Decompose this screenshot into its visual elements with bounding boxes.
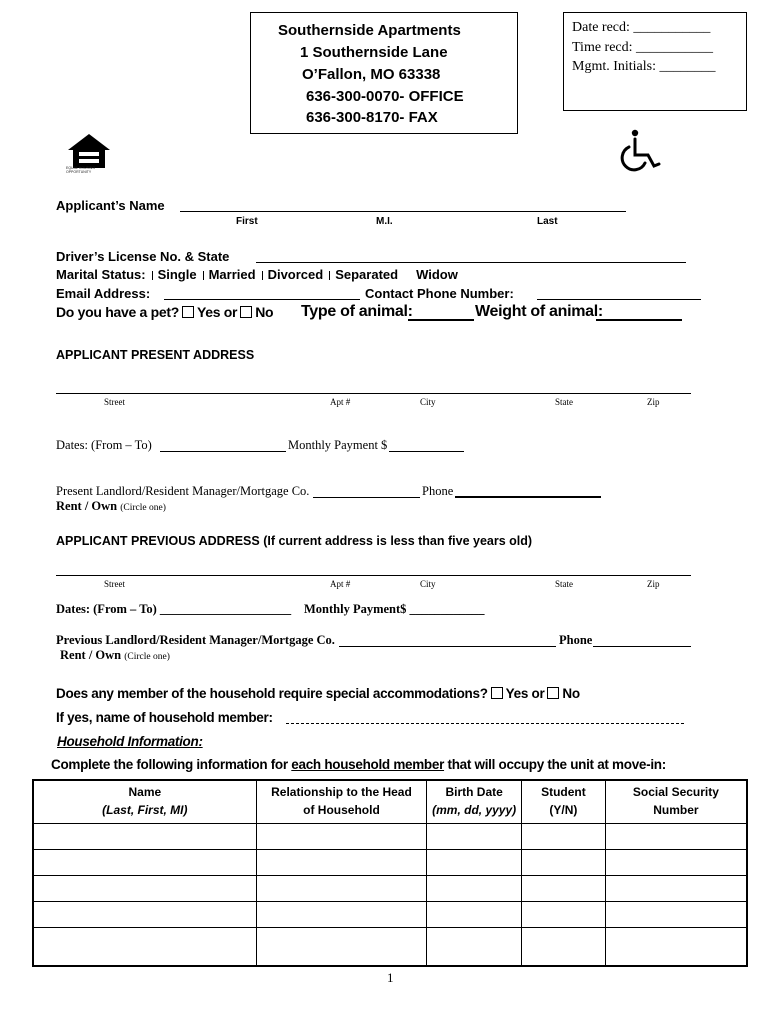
married-option-mark[interactable] [203, 271, 204, 280]
student-cell[interactable] [522, 875, 606, 901]
marital-status-row [56, 267, 458, 282]
accommodations-yes-label: Yes or [505, 686, 545, 701]
previous-apt-caption: Apt # [330, 579, 351, 589]
pet-no-label: No [255, 304, 274, 320]
previous-state-caption: State [555, 579, 573, 589]
wheelchair-icon [620, 128, 664, 172]
col-name-header: Name (Last, First, MI) [33, 780, 256, 824]
table-row [33, 927, 747, 966]
previous-address-title: APPLICANT PREVIOUS ADDRESS (If current address is less than five years old) [56, 534, 533, 548]
drivers-license-label: Driver’s License No. & State [56, 249, 230, 264]
previous-monthly-field[interactable]: Monthly Payment$ ____________ [304, 602, 485, 616]
present-street-caption: Street [104, 397, 125, 407]
relationship-cell[interactable] [256, 849, 427, 875]
previous-rent-own-label[interactable]: Rent / Own [60, 648, 122, 662]
present-rent-own[interactable] [56, 499, 166, 514]
col-birthdate-header: Birth Date (mm, dd, yyyy) [427, 780, 522, 824]
present-address-field[interactable] [56, 393, 691, 394]
middle-initial-caption: M.I. [376, 216, 393, 227]
previous-circle-hint: (Circle one) [124, 652, 170, 662]
table-row [33, 901, 747, 927]
relationship-cell[interactable] [256, 875, 427, 901]
accommodations-yes-checkbox[interactable] [491, 687, 503, 699]
household-instructions [51, 757, 666, 772]
present-rent-own-label[interactable]: Rent / Own [56, 499, 118, 513]
present-landlord-field[interactable] [313, 497, 420, 498]
equal-housing-caption: EQUAL HOUSING OPPORTUNITY [66, 166, 96, 174]
household-header-row [33, 780, 747, 824]
property-street: 1 Southernside Lane [300, 44, 448, 61]
present-landlord-label: Present Landlord/Resident Manager/Mortgage Co. [56, 484, 310, 498]
previous-street-caption: Street [104, 579, 125, 589]
table-row [33, 824, 747, 850]
present-dates-field[interactable] [160, 451, 286, 452]
divorced-option-mark[interactable] [262, 271, 263, 280]
accommodations-no-label: No [562, 686, 580, 701]
contact-phone-field[interactable] [537, 299, 701, 300]
name-cell[interactable] [33, 849, 256, 875]
applicant-name-label: Applicant’s Name [56, 198, 165, 213]
previous-landlord-field[interactable] [339, 646, 556, 647]
drivers-license-field[interactable] [256, 262, 686, 263]
married-option[interactable]: Married [208, 267, 256, 282]
household-member-field[interactable] [286, 723, 684, 724]
widow-option[interactable]: Widow [416, 267, 458, 282]
present-city-caption: City [420, 397, 436, 407]
name-cell[interactable] [33, 927, 256, 966]
household-table [32, 779, 748, 967]
present-monthly-field[interactable] [389, 451, 464, 452]
present-phone-field[interactable] [455, 496, 601, 498]
relationship-cell[interactable] [256, 927, 427, 966]
office-phone: 636-300-0070- OFFICE [306, 88, 464, 105]
email-field[interactable] [164, 299, 360, 300]
col-student-header: Student (Y/N) [522, 780, 606, 824]
applicant-name-field[interactable] [180, 211, 626, 212]
property-name: Southernside Apartments [278, 22, 461, 39]
pet-row [56, 304, 273, 320]
divorced-option[interactable]: Divorced [267, 267, 324, 282]
animal-weight-field[interactable] [596, 319, 682, 321]
previous-zip-caption: Zip [647, 579, 660, 589]
instructions-end: that will occupy the unit at move-in: [444, 757, 666, 772]
previous-dates-field[interactable]: Dates: (From – To) _____________________ [56, 602, 292, 616]
contact-phone-label: Contact Phone Number: [365, 286, 514, 301]
ssn-cell[interactable] [605, 927, 747, 966]
marital-status-label: Marital Status: [56, 267, 146, 282]
pet-question: Do you have a pet? [56, 304, 179, 320]
ssn-cell[interactable] [605, 824, 747, 850]
col-relationship-header: Relationship to the Head of Household [256, 780, 427, 824]
mgmt-initials-field[interactable]: Mgmt. Initials: ________ [572, 59, 716, 74]
name-cell[interactable] [33, 824, 256, 850]
animal-type-label: Type of animal: [301, 303, 413, 320]
ssn-cell[interactable] [605, 901, 747, 927]
previous-landlord-label: Previous Landlord/Resident Manager/Mortgage Co. [56, 633, 335, 647]
name-cell[interactable] [33, 875, 256, 901]
property-city: O’Fallon, MO 63338 [302, 66, 441, 83]
accommodations-question: Does any member of the household require special accommodations? [56, 686, 488, 701]
animal-type-field[interactable] [408, 319, 474, 321]
animal-weight-label: Weight of animal: [475, 303, 603, 320]
previous-city-caption: City [420, 579, 436, 589]
present-dates-label: Dates: (From – To) [56, 438, 152, 452]
single-option[interactable]: Single [157, 267, 197, 282]
table-row [33, 849, 747, 875]
time-received-field[interactable]: Time recd: ___________ [572, 40, 714, 55]
instructions-start: Complete the following information for [51, 757, 292, 772]
previous-rent-own[interactable] [60, 648, 170, 663]
name-cell[interactable] [33, 901, 256, 927]
household-member-label: If yes, name of household member: [56, 710, 273, 725]
present-zip-caption: Zip [647, 397, 660, 407]
relationship-cell[interactable] [256, 901, 427, 927]
single-option-mark[interactable] [152, 271, 153, 280]
birthdate-cell[interactable] [427, 927, 522, 966]
separated-option-mark[interactable] [329, 271, 330, 280]
email-label: Email Address: [56, 286, 151, 301]
ssn-cell[interactable] [605, 875, 747, 901]
present-circle-hint: (Circle one) [120, 503, 166, 513]
student-cell[interactable] [522, 824, 606, 850]
relationship-cell[interactable] [256, 824, 427, 850]
accommodations-row [56, 686, 580, 701]
present-apt-caption: Apt # [330, 397, 351, 407]
pet-yes-checkbox[interactable] [182, 306, 194, 318]
date-received-field[interactable]: Date recd: ___________ [572, 20, 711, 35]
last-name-caption: Last [537, 216, 558, 227]
accommodations-no-checkbox[interactable] [547, 687, 559, 699]
col-ssn-header: Social Security Number [605, 780, 747, 824]
pet-yes-label: Yes or [196, 304, 238, 320]
present-monthly-label: Monthly Payment $ [288, 438, 388, 452]
ssn-cell[interactable] [605, 849, 747, 875]
separated-option[interactable]: Separated [335, 267, 399, 282]
birthdate-cell[interactable] [427, 901, 522, 927]
previous-address-field[interactable] [56, 575, 691, 576]
first-name-caption: First [236, 216, 258, 227]
table-row [33, 875, 747, 901]
instructions-emphasis: each household member [291, 757, 445, 772]
household-info-title: Household Information: [57, 734, 203, 749]
student-cell[interactable] [522, 927, 606, 966]
pet-no-checkbox[interactable] [240, 306, 252, 318]
present-phone-label: Phone [422, 484, 454, 498]
birthdate-cell[interactable] [427, 824, 522, 850]
previous-phone-field[interactable] [593, 646, 691, 647]
birthdate-cell[interactable] [427, 875, 522, 901]
previous-phone-label: Phone [559, 633, 593, 647]
student-cell[interactable] [522, 849, 606, 875]
present-address-title: APPLICANT PRESENT ADDRESS [56, 348, 255, 362]
present-state-caption: State [555, 397, 573, 407]
page-number: 1 [387, 970, 394, 985]
birthdate-cell[interactable] [427, 849, 522, 875]
student-cell[interactable] [522, 901, 606, 927]
fax-number: 636-300-8170- FAX [306, 109, 438, 126]
